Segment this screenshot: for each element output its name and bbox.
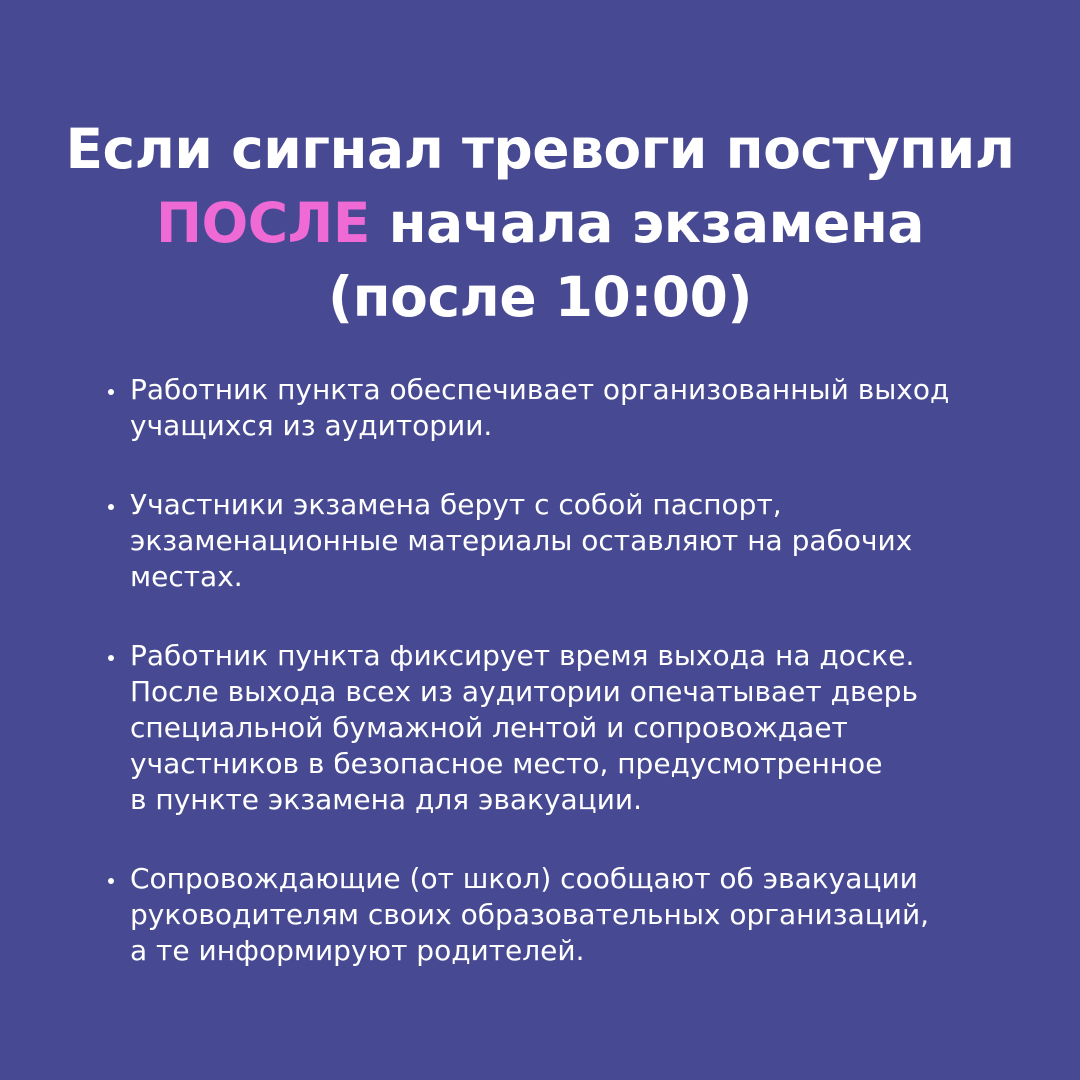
list-item-line: руководителям своих образовательных организаций,	[130, 898, 930, 931]
list-item-line: Участники экзамена берут с собой паспорт,	[130, 488, 782, 521]
title-line-2-rest: начала экзамена	[369, 191, 924, 255]
bullet-dot-icon	[108, 389, 114, 395]
page-title	[40, 112, 1040, 334]
list-item-line: в пункте экзамена для эвакуации.	[130, 783, 642, 816]
list-item	[104, 487, 1024, 595]
title-line-2	[40, 186, 1040, 260]
title-line-3: (после 10:00)	[328, 265, 752, 329]
bullet-dot-icon	[108, 878, 114, 884]
list-item-line: участников в безопасное место, предусмотренное	[130, 747, 883, 780]
bullet-dot-icon	[108, 504, 114, 510]
list-item-line: Сопровождающие (от школ) сообщают об эвакуации	[130, 862, 918, 895]
list-item-line: Работник пункта фиксирует время выхода на доске.	[130, 639, 915, 672]
bullet-dot-icon	[108, 655, 114, 661]
list-item-line: Работник пункта обеспечивает организованный выход	[130, 373, 950, 406]
list-item	[104, 861, 1024, 969]
title-accent-word: ПОСЛЕ	[156, 191, 370, 255]
list-item-line: а те информируют родителей.	[130, 934, 585, 967]
list-item-line: учащихся из аудитории.	[130, 409, 493, 442]
list-item-line: После выхода всех из аудитории опечатывает дверь	[130, 675, 918, 708]
instruction-list	[104, 372, 1024, 1012]
list-item-line: местах.	[130, 560, 243, 593]
title-line-1: Если сигнал тревоги поступил	[65, 117, 1015, 181]
list-item-line: специальной бумажной лентой и сопровождает	[130, 711, 848, 744]
list-item	[104, 638, 1024, 818]
list-item	[104, 372, 1024, 444]
list-item-line: экзаменационные материалы оставляют на рабочих	[130, 524, 913, 557]
